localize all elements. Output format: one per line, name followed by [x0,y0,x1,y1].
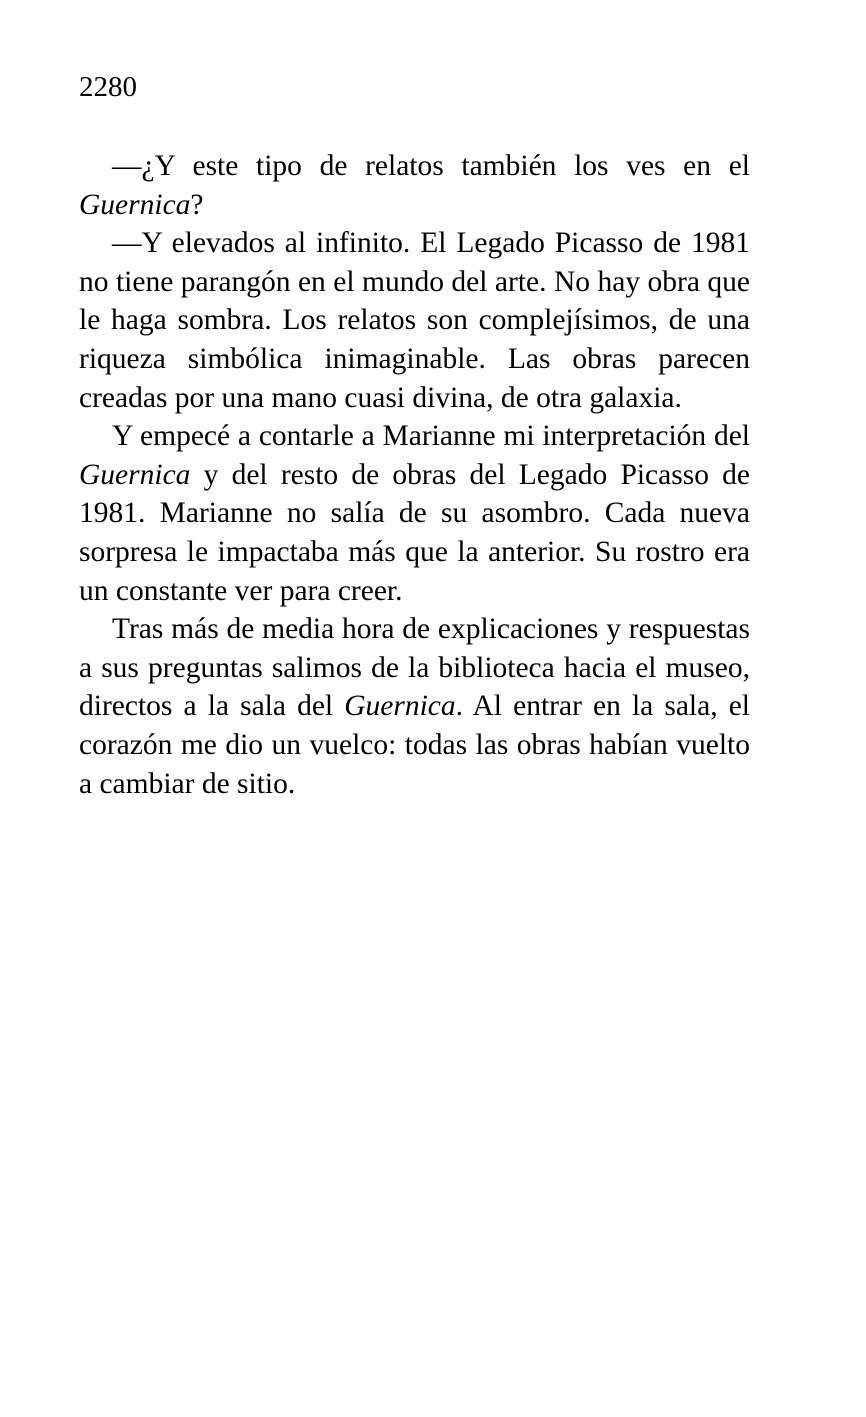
paragraph-narrative-1 [79,417,750,610]
text-segment: —¿Y este tipo de relatos también los ves en el [112,150,750,182]
paragraph-narrative-2 [79,610,750,803]
page-number: 2280 [79,71,137,103]
body-text [79,147,750,803]
book-title-italic: Guernica [344,690,456,723]
paragraph-dialogue-1 [79,147,750,224]
paragraph-dialogue-2 [79,224,750,417]
text-segment: ? [190,188,204,221]
text-segment: Y empecé a contarle a Marianne mi interpretación del [112,420,750,453]
text-segment: . Al entrar en la sala, el corazón me dio un vuelco: todas las obras habían vuelto a cambiar de sitio. [79,690,750,800]
text-segment: —Y elevados al infinito. El Legado Picasso de 1981 no tiene parangón en el mundo del arte. No hay obra que le haga sombra. Los relatos son complejísimos, de una riqueza simbólica inimaginable. Las obras parecen creadas por una mano cuasi divina, de otra galaxia. [79,227,750,414]
book-title-italic: Guernica [79,188,191,221]
text-segment: Tras más de media hora de explicaciones y respuestas a sus preguntas salimos de la biblioteca hacia el museo, directos a la sala del [79,613,750,723]
text-segment: y del resto de obras del Legado Picasso de 1981. Marianne no salía de su asombro. Cada nueva sorpresa le impactaba más que la anterior. Su rostro era un constante ver para creer. [79,458,750,607]
book-title-italic: Guernica [79,458,191,491]
